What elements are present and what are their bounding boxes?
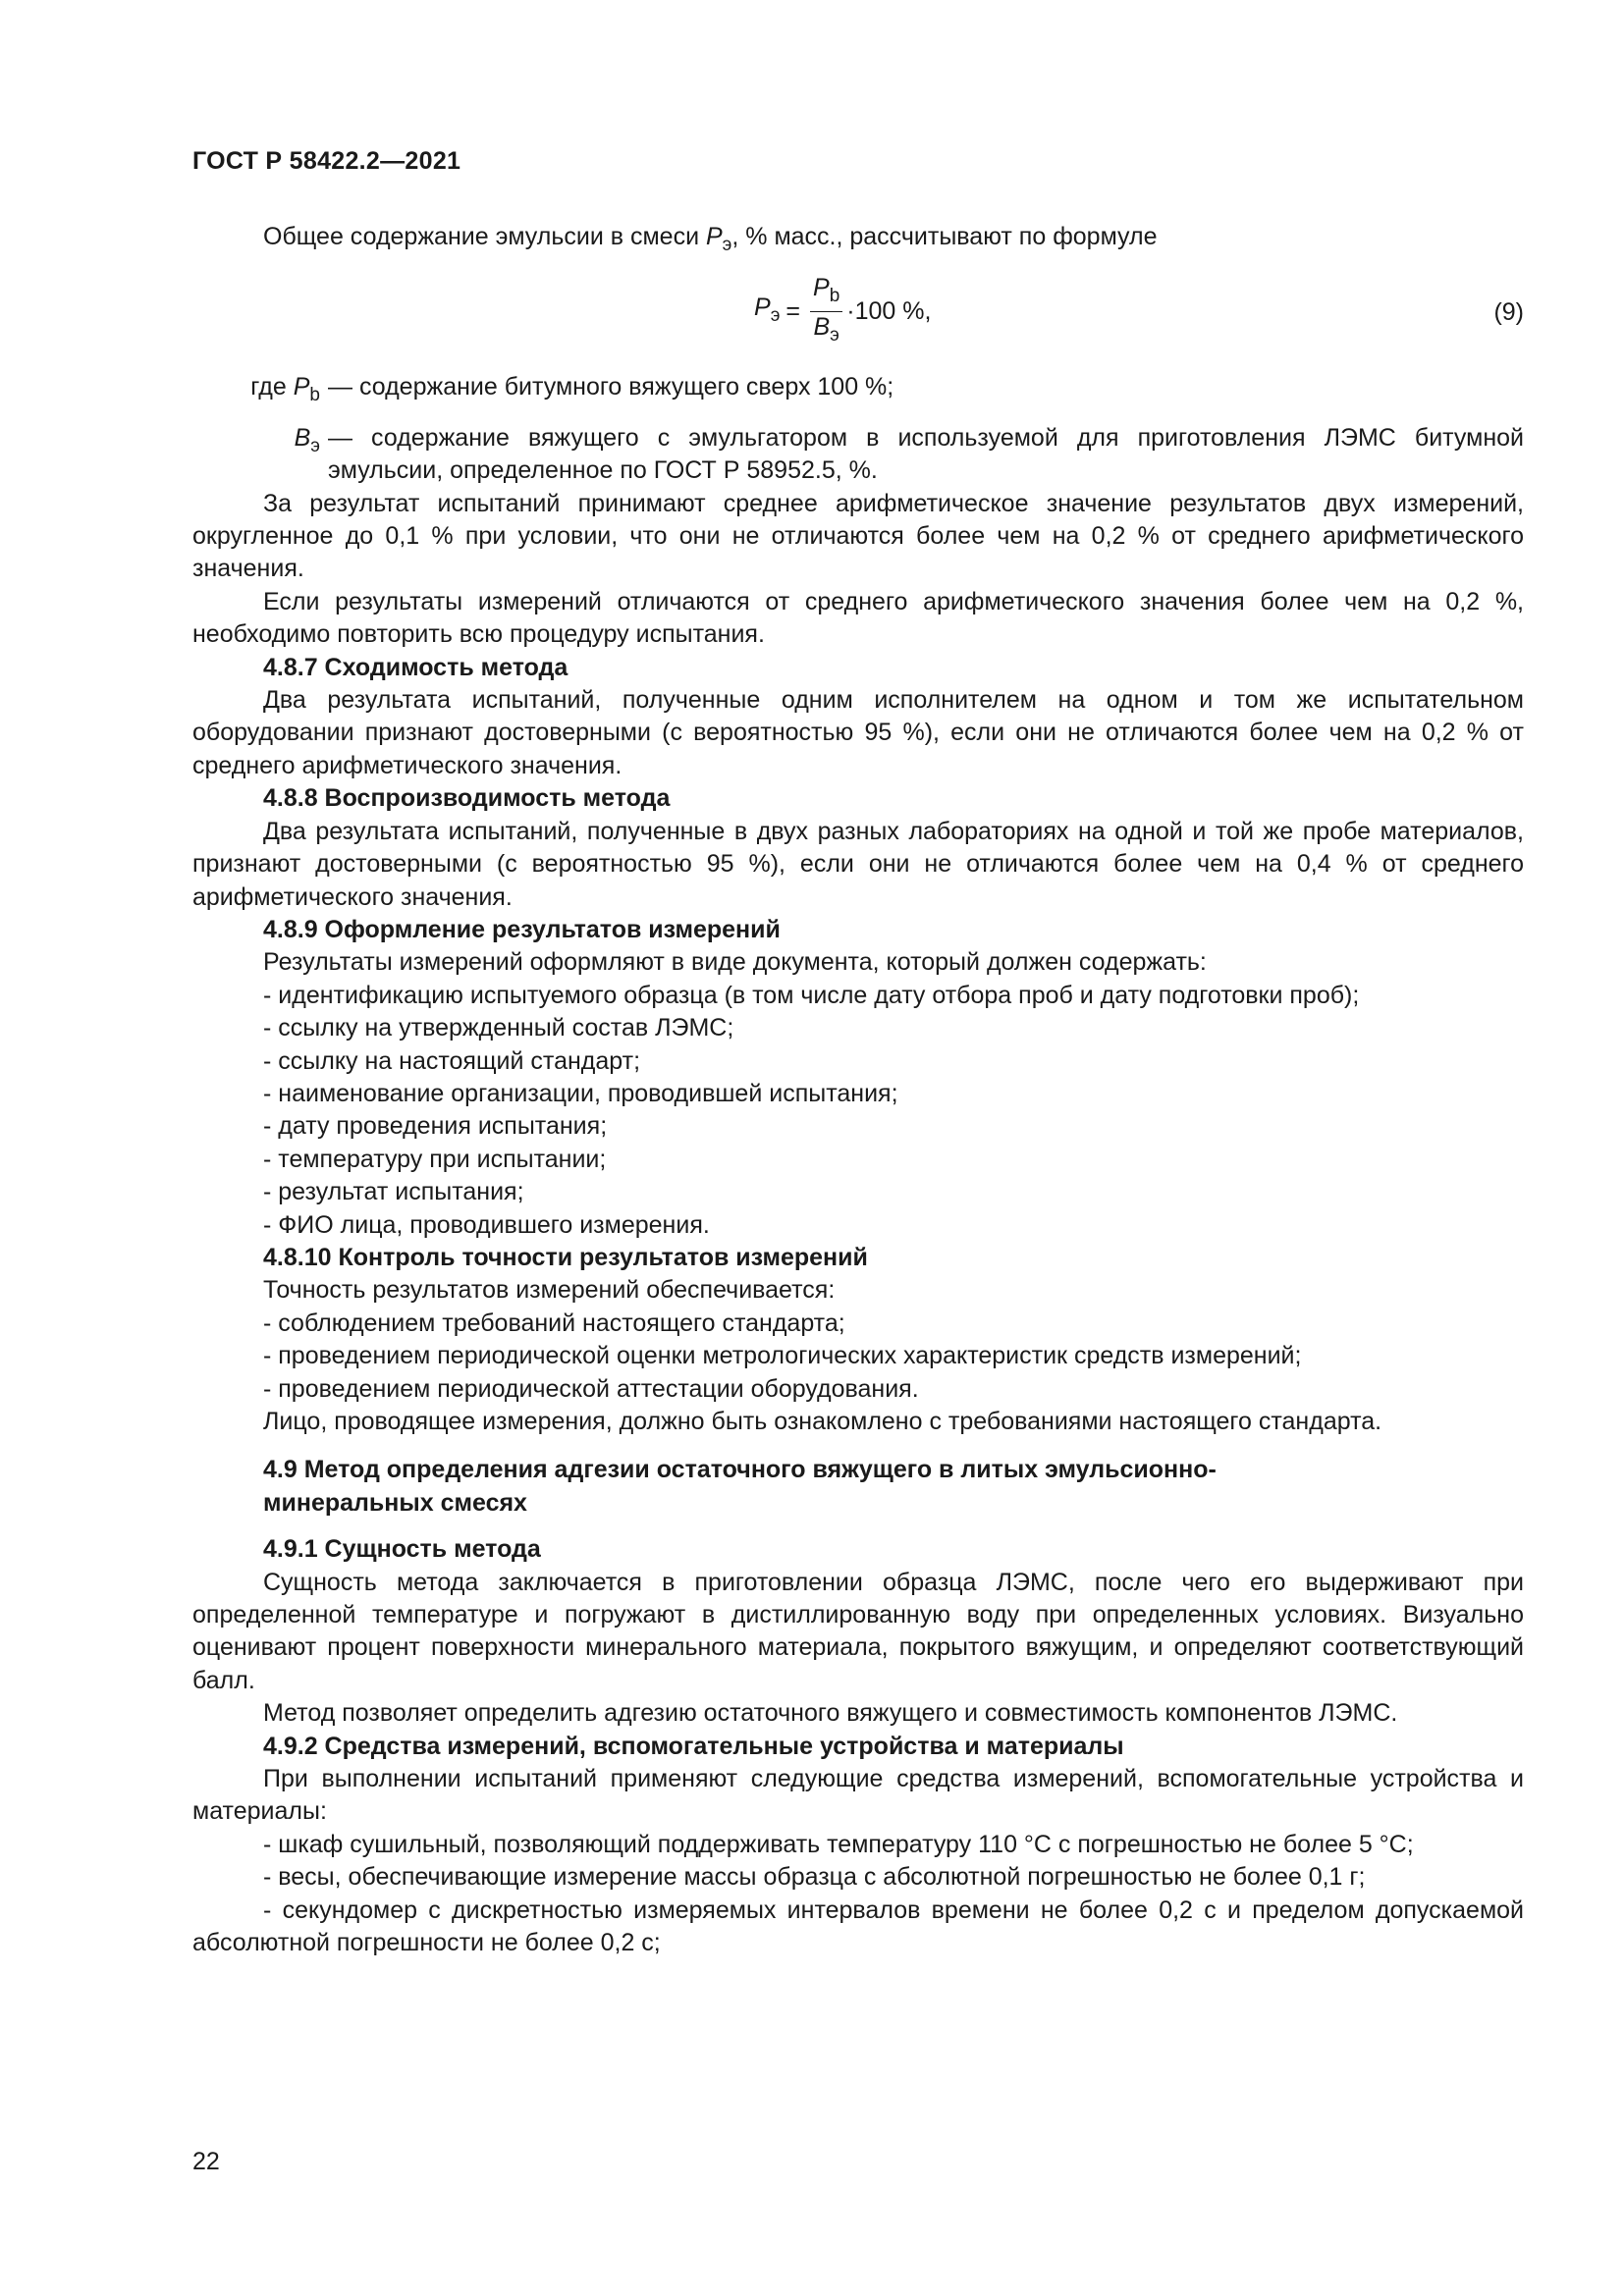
paragraph: За результат испытаний принимают среднее арифметическое значение результатов двух измерений, округленное до 0,1 % при условии, что они не отличаются более чем на 0,2 % от среднего арифметического значения. xyxy=(192,489,1524,583)
section-heading: 4.8.9 Оформление результатов измерений xyxy=(263,915,781,943)
paragraph: При выполнении испытаний применяют следующие средства измерений, вспомогательные устройства и материалы: xyxy=(192,1765,1524,1826)
where-item xyxy=(192,422,1524,488)
list-item: - ссылку на утвержденный состав ЛЭМС; xyxy=(263,1014,734,1042)
fraction-denominator: $B_э$ xyxy=(813,313,839,347)
paragraph: Если результаты измерений отличаются от среднего арифметического значения более чем на 0,2 %, необходимо повторить всю процедуру испытания. xyxy=(192,587,1524,649)
symbol-pe: $P_э$ xyxy=(705,223,732,255)
where-symbol: где $P_b$ xyxy=(250,373,320,406)
equals-sign: = xyxy=(785,297,800,326)
list-item: - температуру при испытании; xyxy=(263,1145,607,1173)
where-text: — содержание битумного вяжущего сверх 100 %; xyxy=(328,373,894,401)
list-item: - ФИО лица, проводившего измерения. xyxy=(263,1210,710,1239)
page-content xyxy=(192,221,1524,1960)
formula-lhs: $P_э$ xyxy=(754,294,781,327)
equation-number: (9) xyxy=(1493,298,1524,327)
section-heading: 4.8.7 Сходимость метода xyxy=(263,653,568,681)
document-header: ГОСТ Р 58422.2—2021 xyxy=(192,147,461,175)
section-heading-4-9: 4.9 Метод определения адгезии остаточного вяжущего в литых эмульсионно- минеральных смесях xyxy=(263,1456,1217,1517)
where-text: — содержание вяжущего с эмульгатором в используемой для приготовления ЛЭМС битумной эмульсии, определенное по ГОСТ Р 58952.5, %. xyxy=(328,423,1524,485)
where-item xyxy=(192,371,1524,411)
formula-9 xyxy=(192,265,1524,363)
list-item: - соблюдением требований настоящего стандарта; xyxy=(263,1308,845,1337)
list-item: - идентификацию испытуемого образца (в том числе дату отбора проб и дату подготовки проб); xyxy=(263,981,1360,1009)
fraction-numerator: $P_b$ xyxy=(810,273,842,312)
list-results-content xyxy=(192,980,1524,1242)
section-heading: 4.8.8 Воспроизводимость метода xyxy=(263,784,671,813)
formula-tail: ·100 %, xyxy=(846,297,932,326)
section-heading: 4.9.2 Средства измерений, вспомогательные устройства и материалы xyxy=(263,1732,1124,1760)
page-number: 22 xyxy=(192,2148,220,2175)
list-item: - проведением периодической оценки метрологических характеристик средств измерений; xyxy=(263,1342,1302,1370)
paragraph: Результаты измерений оформляют в виде документа, который должен содержать: xyxy=(263,948,1207,977)
formula-fraction xyxy=(810,273,842,350)
section-heading: 4.9.1 Сущность метода xyxy=(263,1535,541,1564)
list-item: - наименование организации, проводившей испытания; xyxy=(263,1079,898,1107)
list-item: - весы, обеспечивающие измерение массы образца с абсолютной погрешностью не более 0,1 г; xyxy=(263,1863,1366,1892)
paragraph: Два результата испытаний, полученные в двух разных лабораториях на одной и той же пробе материалов, признают достоверными (с вероятностью 95 %), если они не отличаются более чем на 0,4 % от среднего арифметического значения. xyxy=(192,817,1524,911)
list-item: - результат испытания; xyxy=(263,1178,524,1206)
list-item: - секундомер с дискретностью измеряемых интервалов времени не более 0,2 с и пределом допускаемой абсолютной погрешности не более 0,2 с; xyxy=(192,1896,1524,1957)
where-block xyxy=(192,371,1524,487)
list-accuracy xyxy=(192,1308,1524,1406)
list-item: - проведением периодической аттестации оборудования. xyxy=(263,1374,919,1403)
formula-intro: Общее содержание эмульсии в смеси $P_э$, % масс., рассчитывают по формуле xyxy=(263,223,1158,255)
paragraph: Точность результатов измерений обеспечивается: xyxy=(263,1276,836,1305)
list-item: - шкаф сушильный, позволяющий поддерживать температуру 110 °С с погрешностью не более 5 °С; xyxy=(263,1830,1414,1858)
paragraph: Лицо, проводящее измерения, должно быть ознакомлено с требованиями настоящего стандарта. xyxy=(263,1408,1382,1435)
list-item: - ссылку на настоящий стандарт; xyxy=(263,1046,641,1075)
where-symbol: $B_э$ xyxy=(294,423,320,456)
paragraph: Два результата испытаний, полученные одним исполнителем на одном и том же испытательном оборудовании признают достоверными (с вероятностью 95 %), если они не отличаются более чем на 0,2 % от среднего арифметического значения. xyxy=(192,686,1524,779)
formula-expression xyxy=(754,273,931,350)
paragraph: Метод позволяет определить адгезию остаточного вяжущего и совместимость компонентов ЛЭМС. xyxy=(263,1699,1398,1728)
list-item: - дату проведения испытания; xyxy=(263,1112,608,1141)
paragraph: Сущность метода заключается в приготовлении образца ЛЭМС, после чего его выдерживают при определенной температуре и погружают в дистиллированную воду при определенных условиях. Визуально оценивают процент поверхности минерального материала, покрытого вяжущим, и определяют соответствующий балл. xyxy=(192,1568,1524,1694)
section-heading: 4.8.10 Контроль точности результатов измерений xyxy=(263,1243,868,1271)
